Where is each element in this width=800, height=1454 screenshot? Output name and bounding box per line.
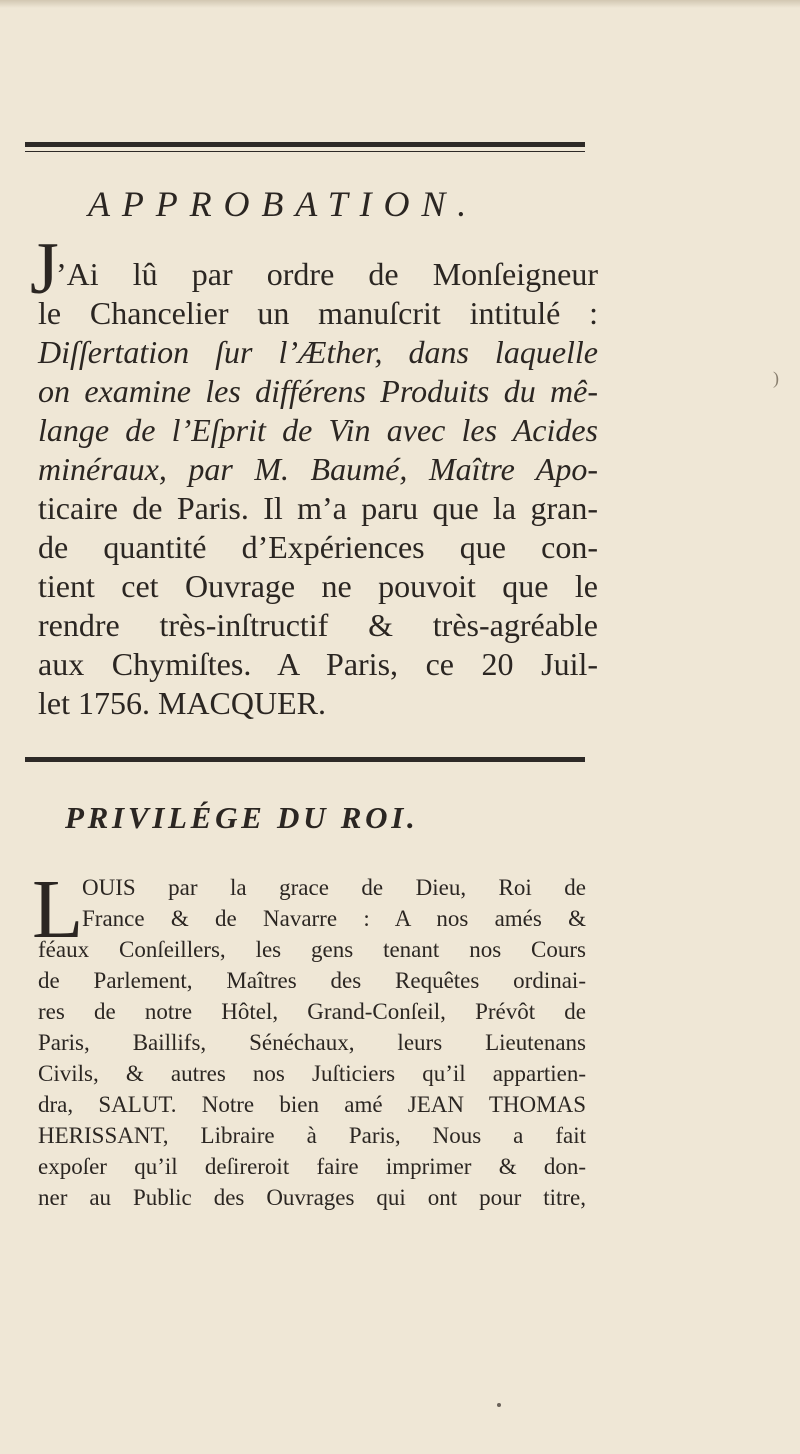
privilege-line: Paris, Baillifs, Sénéchaux, leurs Lieutenans <box>38 1030 586 1055</box>
margin-mark: ) <box>773 368 779 388</box>
privilege-line: res de notre Hôtel, Grand-Conſeil, Prévôt de <box>38 999 586 1024</box>
privilege-line: de Parlement, Maîtres des Requêtes ordinai- <box>38 968 586 993</box>
ornamental-rule-middle <box>25 757 585 762</box>
privilege-line: féaux Conſeillers, les gens tenant nos Cours <box>38 937 586 962</box>
ink-speck <box>497 1403 501 1407</box>
privilege-line: dra, SALUT. Notre bien amé JEAN THOMAS <box>38 1092 586 1117</box>
privilege-line: OUIS par la grace de Dieu, Roi de <box>82 875 586 900</box>
approbation-line: de quantité d’Expériences que con- <box>38 529 598 565</box>
approbation-line: minéraux, par M. Baumé, Maître Apo- <box>38 451 598 487</box>
approbation-line: rendre très-inſtructif & très-agréable <box>38 607 598 643</box>
privilege-line: HERISSANT, Libraire à Paris, Nous a fait <box>38 1123 586 1148</box>
approbation-line: aux Chymiſtes. A Paris, ce 20 Juil- <box>38 646 598 682</box>
approbation-text <box>38 255 598 723</box>
privilege-drop-cap: L <box>32 863 84 956</box>
approbation-line: on examine les différens Produits du mê- <box>38 373 598 409</box>
ornamental-rule-top <box>25 142 585 147</box>
approbation-line: ticaire de Paris. Il m’a paru que la gran- <box>38 490 598 526</box>
approbation-line: let 1756. MACQUER. <box>38 685 326 721</box>
privilege-line: Civils, & autres nos Juſticiers qu’il appartien- <box>38 1061 586 1086</box>
approbation-line: le Chancelier un manuſcrit intitulé : <box>38 295 598 331</box>
approbation-line: tient cet Ouvrage ne pouvoit que le <box>38 568 598 604</box>
privilege-heading: PRIVILÉGE DU ROI. <box>65 800 419 835</box>
approbation-heading: APPROBATION. <box>88 184 479 224</box>
privilege-line: ner au Public des Ouvrages qui ont pour titre, <box>38 1185 586 1210</box>
approbation-line: lange de l’Eſprit de Vin avec les Acides <box>38 412 598 448</box>
privilege-line: expoſer qu’il deſireroit faire imprimer & don- <box>38 1154 586 1179</box>
approbation-drop-cap: J <box>30 228 59 310</box>
page-top-edge <box>0 0 800 8</box>
ornamental-rule-top-thin <box>25 151 585 152</box>
approbation-line: Diſſertation ſur l’Æther, dans laquelle <box>38 334 598 370</box>
privilege-text <box>38 872 586 1213</box>
approbation-line: ’Ai lû par ordre de Monſeigneur <box>56 256 598 292</box>
privilege-line: France & de Navarre : A nos amés & <box>82 906 586 931</box>
